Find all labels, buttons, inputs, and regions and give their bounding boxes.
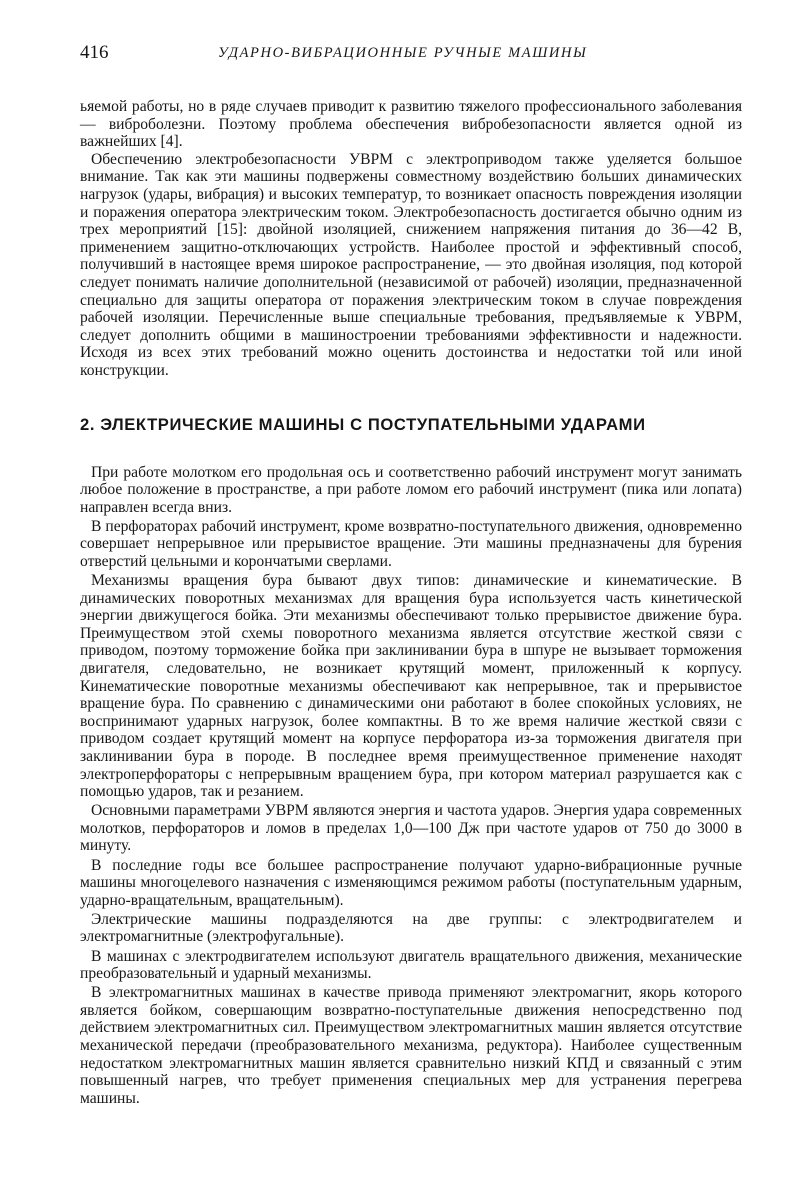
- paragraph: В электромагнитных машинах в качестве привода применяют электромагнит, якорь которого является бойком, совершающим возвратно-поступательные движения непосредственно под действием электромагнитных сил. Преимуществом электромагнитных машин является отсутствие механической передачи (преобразовательного механизма, редуктора). Наиболее существенным недостатком электромагнитных машин является сравнительно низкий КПД и связанный с этим повышенный нагрев, что требует применения специальных мер для устранения перегрева машины.: [80, 984, 742, 1107]
- book-page: [80, 42, 742, 1109]
- paragraph: Основными параметрами УВРМ являются энергия и частота ударов. Энергия удара современных молотков, перфораторов и ломов в пределах 1,0—100 Дж при частоте ударов от 750 до 3000 в минуту.: [80, 802, 742, 855]
- section-body: [80, 464, 742, 1108]
- paragraph: В перфораторах рабочий инструмент, кроме возвратно-поступательного движения, одновременно совершает непрерывное или прерывистое вращение. Эти машины предназначены для бурения отверстий цельными и корончатыми сверлами.: [80, 517, 742, 570]
- running-head: [80, 42, 742, 76]
- paragraph: ьяемой работы, но в ряде случаев приводит к развитию тяжелого профессионального заболевания — виброболезни. Поэтому проблема обеспечения вибробезопасности является одной из важнейших [4].: [80, 98, 742, 151]
- section-heading: 2. ЭЛЕКТРИЧЕСКИЕ МАШИНЫ С ПОСТУПАТЕЛЬНЫМИ УДАРАМИ: [80, 414, 646, 434]
- paragraph: Электрические машины подразделяются на две группы: с электродвигателем и электромагнитные (электрофугальные).: [80, 910, 742, 946]
- paragraph: При работе молотком его продольная ось и соответственно рабочий инструмент могут занимать любое положение в пространстве, а при работе ломом его рабочий инструмент (пика или лопата) направлен всегда вниз.: [80, 463, 742, 516]
- page-body: [80, 98, 742, 1107]
- paragraph: Обеспечению электробезопасности УВРМ с электроприводом также уделяется большое внимание. Так как эти машины подвержены совместному воздействию больших динамических нагрузок (удары, вибрация) и высоких температур, то возникает опасность повреждения изоляции и поражения оператора электрическим током. Электробезопасность достигается обычно одним из трех мероприятий [15]: двойной изоляцией, снижением напряжения питания до 36—42 В, применением защитно-отключающих устройств. Наиболее простой и эффективный способ, получивший в настоящее время широкое распространение, — это двойная изоляция, под которой следует понимать наличие дополнительной (независимой от рабочей) изоляции, предназначенной специально для защиты оператора от поражения электрическим током в случае повреждения рабочей изоляции. Перечисленные выше специальные требования, предъявляемые к УВРМ, следует дополнить общими в машиностроении требованиями эффективности и надежности. Исходя из всех этих требований можно оценить достоинства и недостатки той или иной конструкции.: [80, 150, 742, 379]
- running-title: УДАРНО-ВИБРАЦИОННЫЕ РУЧНЫЕ МАШИНЫ: [218, 45, 588, 61]
- paragraph: В машинах с электродвигателем используют двигатель вращательного движения, механические преобразовательный и ударный механизмы.: [80, 947, 742, 983]
- paragraph: В последние годы все большее распространение получают ударно-вибрационные ручные машины многоцелевого назначения с изменяющимся режимом работы (поступательным ударным, ударно-вращательным, вращательным).: [80, 856, 742, 909]
- paragraph: Механизмы вращения бура бывают двух типов: динамические и кинематические. В динамических поворотных механизмах для вращения бура используется часть кинетической энергии движущегося бойка. Эти механизмы обеспечивают только прерывистое движение бура. Преимуществом этой схемы поворотного механизма является отсутствие жесткой связи с приводом, поэтому торможение бойка при заклинивании бура в шпуре не вызывает торможения двигателя, следовательно, не возникает крутящий момент, приложенный к корпусу. Кинематические поворотные механизмы обеспечивают как непрерывное, так и прерывистое вращение бура. По сравнению с динамическими они работают в более спокойных условиях, не воспринимают ударных нагрузок, более компактны. В то же время наличие жесткой связи с приводом создает крутящий момент на корпусе перфоратора из-за торможения двигателя при заклинивании бура в породе. В последнее время преимущественное применение находят электроперфораторы с непрерывным вращением бура, при котором материал разрушается как с помощью ударов, так и резанием.: [80, 572, 742, 801]
- page-number: 416: [80, 42, 109, 63]
